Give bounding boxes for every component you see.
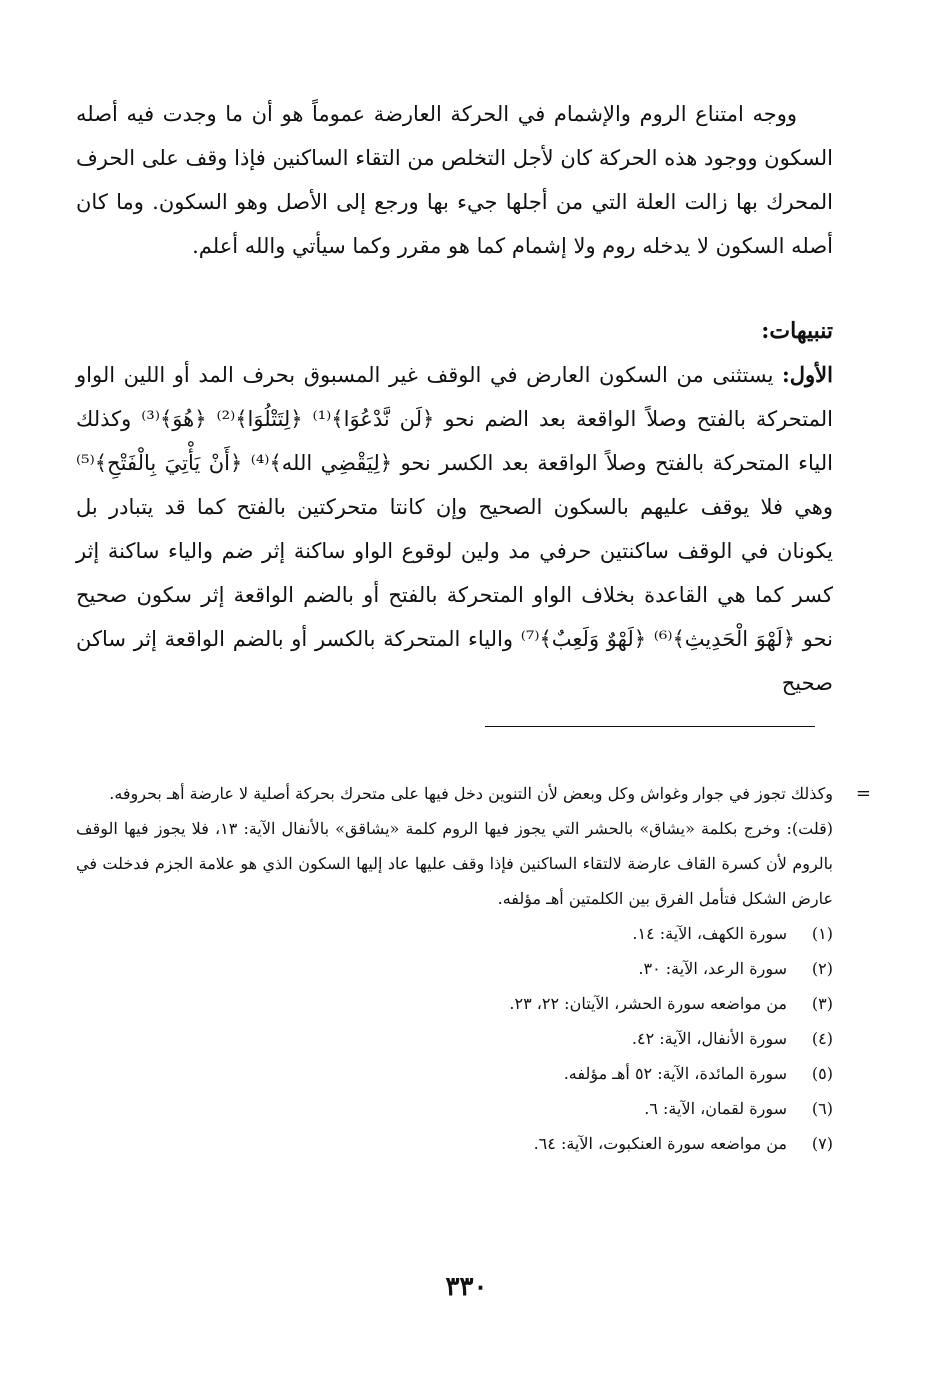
footnote-item (76, 1091, 833, 1126)
footnote-number: (٣) (811, 994, 833, 1013)
footnote-list (76, 916, 833, 1161)
footnote-number: (٤) (811, 1029, 833, 1048)
footnote-number: (١) (811, 924, 833, 943)
footnote-item (76, 1021, 833, 1056)
footnote-text: من مواضعه سورة العنكبوت، الآية: ٦٤. (533, 1134, 787, 1153)
section-heading: تنبيهات: (761, 318, 833, 344)
footnote-number: (٥) (811, 1064, 833, 1083)
footnote-text: سورة الكهف، الآية: ١٤. (632, 924, 787, 943)
continuation-mark: = (855, 783, 871, 804)
footnote-separator (485, 726, 815, 727)
lead-word: الأول: (782, 362, 833, 387)
paragraph-first-note (76, 353, 833, 705)
page-number: ٣٣٠ (445, 1272, 488, 1302)
footnote-text: سورة لقمان، الآية: ٦. (644, 1099, 787, 1118)
footnote-number: (٧) (811, 1134, 833, 1153)
footnote-text: من مواضعه سورة الحشر، الآيتان: ٢٢، ٢٣. (509, 994, 787, 1013)
footnote-item (76, 986, 833, 1021)
footnote-item (76, 916, 833, 951)
footnote-text: سورة الرعد، الآية: ٣٠. (638, 959, 787, 978)
footnote-number: (٢) (811, 959, 833, 978)
footnote-item (76, 951, 833, 986)
footnote-continued-text: وكذلك تجوز في جوار وغواش وكل وبعض لأن التنوين دخل فيها على متحرك بحركة أصلية لا عارضة أهـ بحروفه. (109, 784, 833, 803)
footnote-text: سورة الأنفال، الآية: ٤٢. (631, 1029, 787, 1048)
paragraph-rawm-ishmam: ووجه امتناع الروم والإشمام في الحركة العارضة عموماً هو أن ما وجدت فيه أصله السكون ووجود هذه الحركة كان لأجل التخلص من التقاء الساكنين فإذا وقف على الحرف المحرك بها زالت العلة التي من أجلها جيء بها ورجع إلى الأصل وهو السكون. وما كان أصله السكون لا يدخله روم ولا إشمام كما هو مقرر وكما سيأتي والله أعلم. (76, 102, 833, 258)
footnote-text: سورة المائدة، الآية: ٥٢ أهـ مؤلفه. (563, 1064, 787, 1083)
footnote-author-note: (قلت): وخرج بكلمة «يشاق» بالحشر التي يجوز فيها الروم كلمة «يشاقق» بالأنفال الآية: ١٣، فلا يجوز فيها الوقف بالروم لأن كسرة القاف عارضة لالتقاء الساكنين فإذا وقف عليها عاد إليها السكون الذي هو علامة الجزم فدخلت في عارض الشكل فتأمل الفرق بين الكلمتين أهـ مؤلفه. (76, 819, 834, 908)
footnote-item (76, 1126, 833, 1161)
footnote-item (76, 1056, 833, 1091)
main-text (76, 92, 833, 705)
footnote-continued (76, 776, 871, 811)
paragraph-first-note-text: يستثنى من السكون العارض في الوقف غير المسبوق بحرف المد أو اللين الواو المتحركة بالفتح وصلاً الواقعة بعد الضم نحو ﴿لَن نَّدْعُوَا﴾⁽¹⁾ ﴿لِتَتْلُوَا﴾⁽²⁾ ﴿هُوَ﴾⁽³⁾ وكذلك الياء المتحركة بالفتح وصلاً الواقعة بعد الكسر نحو ﴿لِيَقْضِي الله﴾⁽⁴⁾ ﴿أَنْ يَأْتِيَ بِالْفَتْحِ﴾⁽⁵⁾ وهي فلا يوقف عليهم بالسكون الصحيح وإن كانتا متحركتين بالفتح كما قد يتبادر بل يكونان في الوقف ساكنتين حرفي مد ولين لوقوع الواو ساكنة إثر ضم والياء ساكنة إثر كسر كما هي القاعدة بخلاف الواو المتحركة بالفتح أو بالضم الواقعة إثر سكون صحيح نحو ﴿لَهْوَ الْحَدِيثِ﴾⁽⁶⁾ ﴿لَهْوٌ وَلَعِبٌ﴾⁽⁷⁾ والياء المتحركة بالكسر أو بالضم الواقعة إثر ساكن صحيح (76, 363, 834, 695)
footnotes (76, 776, 871, 1161)
footnote-number: (٦) (811, 1099, 833, 1118)
